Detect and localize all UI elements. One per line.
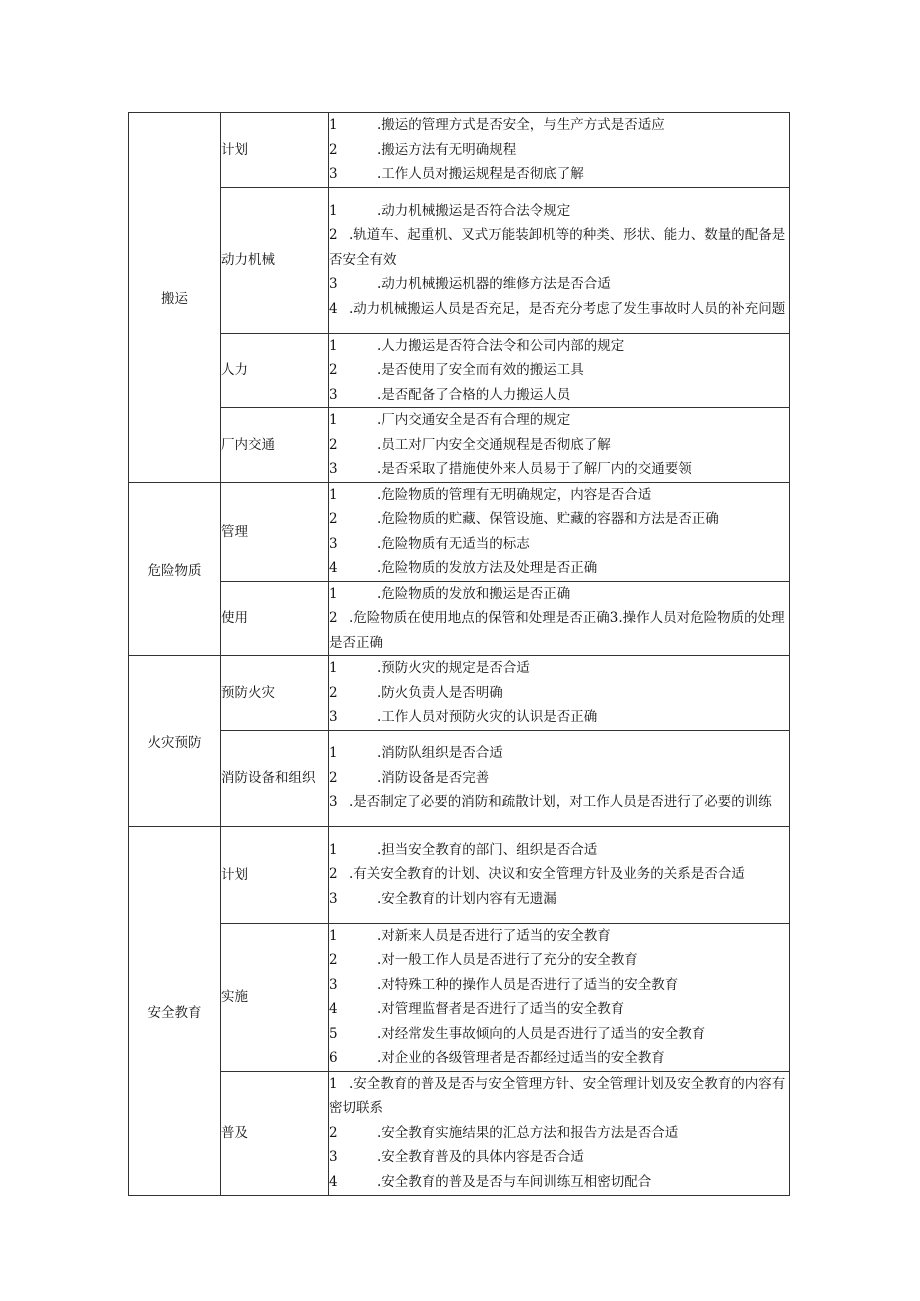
item-number: 3 [329,794,338,811]
checklist-row [129,408,790,483]
item-number: 2 [329,866,338,883]
check-item [329,924,789,949]
item-number: 4 [329,1001,338,1017]
checklist-row [129,581,790,656]
subcategory-cell: 普及 [221,1071,329,1195]
check-item [329,138,789,163]
check-item [329,199,789,224]
check-item [329,887,789,912]
item-number: 1 [329,745,338,762]
item-number: 3 [329,276,338,293]
item-number: 2 [329,141,338,158]
category-cell: 安全教育 [129,826,221,1195]
checklist-row [129,482,790,581]
item-text: .危险物质在使用地点的保管和处理是否正确3.操作人员对危险物质的处理是否正确 [329,610,785,651]
item-text: .动力机械搬运是否符合法令规定 [377,202,571,219]
check-item [329,532,789,557]
check-item [329,223,789,272]
item-text: .危险物质的贮藏、保管设施、贮藏的容器和方法是否正确 [377,511,719,527]
item-number: 1 [329,202,338,219]
item-text: .动力机械搬运机器的维修方法是否合适 [377,276,611,293]
check-item [329,297,789,322]
check-item [329,334,789,359]
check-items-cell [329,826,790,923]
check-items-cell [329,113,790,188]
check-items-cell [329,482,790,581]
checklist-row [129,923,790,1071]
item-text: .安全教育实施结果的汇总方法和报告方法是否合适 [377,1124,679,1141]
check-items-cell [329,581,790,656]
item-number: 1 [329,337,338,354]
item-text: .预防火灾的规定是否合适 [377,660,530,676]
item-number: 2 [329,511,338,527]
checklist-row [129,730,790,826]
check-item [329,1145,789,1170]
item-number: 2 [329,952,338,968]
check-item [329,766,789,791]
check-item [329,997,789,1022]
item-text: .厂内交通安全是否有合理的规定 [377,412,571,428]
item-number: 3 [329,166,338,182]
subcategory-cell: 厂内交通 [221,408,329,483]
category-cell: 火灾预防 [129,656,221,827]
item-number: 3 [329,1149,338,1166]
item-number: 1 [329,660,338,676]
item-text: .是否制定了必要的消防和疏散计划，对工作人员是否进行了必要的训练 [349,794,772,811]
check-item [329,1121,789,1146]
item-number: 1 [329,927,338,944]
check-item [329,272,789,297]
check-item [329,457,789,482]
item-text: .是否配备了合格的人力搬运人员 [377,386,571,403]
item-number: 1 [329,585,338,602]
subcategory-cell: 预防火灾 [221,656,329,731]
item-text: .有关安全教育的计划、决议和安全管理方针及业务的关系是否合适 [349,866,745,883]
item-number: 3 [329,386,338,403]
item-number: 3 [329,890,338,907]
checklist-row [129,1071,790,1195]
item-text: .消防设备是否完善 [377,769,490,786]
item-number: 2 [329,362,338,378]
item-number: 2 [329,436,338,453]
item-number: 3 [329,976,338,993]
item-number: 4 [329,560,338,576]
check-items-cell [329,187,790,333]
subcategory-cell: 实施 [221,923,329,1071]
check-item [329,948,789,973]
item-text: .搬运的管理方式是否安全，与生产方式是否适应 [377,117,665,133]
subcategory-cell: 消防设备和组织 [221,730,329,826]
check-item [329,358,789,383]
item-number: 2 [329,1124,338,1141]
item-number: 1 [329,486,338,503]
item-text: .危险物质的发放方法及处理是否正确 [377,560,598,576]
item-number: 4 [329,300,338,317]
item-text: .安全教育的计划内容有无遗漏 [377,890,557,907]
item-text: .危险物质有无适当的标志 [377,535,530,552]
check-item [329,507,789,532]
check-item [329,162,789,187]
subcategory-cell: 动力机械 [221,187,329,333]
item-text: .搬运方法有无明确规程 [377,141,517,158]
check-item [329,705,789,730]
check-item [329,1170,789,1195]
check-item [329,483,789,508]
item-text: .是否采取了措施使外来人员易于了解厂内的交通要领 [377,461,692,477]
item-text: .轨道车、起重机、叉式万能装卸机等的种类、形状、能力、数量的配备是否安全有效 [329,227,786,268]
check-item [329,656,789,681]
item-text: .安全教育的普及是否与车间训练互相密切配合 [377,1173,652,1190]
item-number: 2 [329,610,338,626]
check-item [329,606,789,655]
item-text: .对新来人员是否进行了适当的安全教育 [377,927,611,944]
item-number: 1 [329,841,338,858]
item-text: .对经常发生事故倾向的人员是否进行了适当的安全教育 [377,1025,706,1042]
check-items-cell [329,923,790,1071]
check-item [329,838,789,863]
check-item [329,113,789,138]
item-text: .是否使用了安全而有效的搬运工具 [377,362,584,378]
item-number: 2 [329,227,338,244]
check-item [329,1046,789,1071]
item-number: 4 [329,1173,338,1190]
item-text: .危险物质的发放和搬运是否正确 [377,585,571,602]
subcategory-cell: 人力 [221,333,329,408]
checklist-row [129,333,790,408]
item-number: 1 [329,117,338,133]
item-text: .对企业的各级管理者是否都经过适当的安全教育 [377,1050,665,1066]
check-items-cell [329,730,790,826]
check-item [329,433,789,458]
category-cell: 危险物质 [129,482,221,656]
checklist-row [129,187,790,333]
item-text: .对特殊工种的操作人员是否进行了适当的安全教育 [377,976,679,993]
item-text: .对一般工作人员是否进行了充分的安全教育 [377,952,638,968]
check-item [329,790,789,815]
item-number: 1 [329,1075,338,1092]
subcategory-cell: 计划 [221,113,329,188]
item-text: .工作人员对预防火灾的认识是否正确 [377,709,598,725]
subcategory-cell: 使用 [221,581,329,656]
item-text: .防火负责人是否明确 [377,684,503,701]
check-items-cell [329,333,790,408]
check-item [329,681,789,706]
check-item [329,408,789,433]
item-number: 3 [329,461,338,477]
checklist-row [129,826,790,923]
check-item [329,556,789,581]
checklist-row [129,656,790,731]
item-text: .危险物质的管理有无明确规定，内容是否合适 [377,486,652,503]
item-number: 3 [329,535,338,552]
category-cell: 搬运 [129,113,221,483]
check-items-cell [329,408,790,483]
item-text: .安全教育的普及是否与安全管理方针、安全管理计划及安全教育的内容有密切联系 [329,1075,786,1117]
check-item [329,383,789,408]
checklist-row [129,113,790,188]
item-number: 2 [329,769,338,786]
item-text: .对管理监督者是否进行了适当的安全教育 [377,1001,625,1017]
subcategory-cell: 管理 [221,482,329,581]
item-text: .动力机械搬运人员是否充足，是否充分考虑了发生事故时人员的补充问题 [349,300,786,317]
subcategory-cell: 计划 [221,826,329,923]
item-number: 3 [329,709,338,725]
check-item [329,862,789,887]
check-item [329,741,789,766]
safety-checklist-table [128,112,790,1196]
item-number: 2 [329,684,338,701]
item-text: .工作人员对搬运规程是否彻底了解 [377,166,584,182]
check-items-cell [329,1071,790,1195]
item-number: 1 [329,412,338,428]
item-text: .员工对厂内安全交通规程是否彻底了解 [377,436,611,453]
item-text: .安全教育普及的具体内容是否合适 [377,1149,584,1166]
check-item [329,1072,789,1121]
check-item [329,582,789,607]
check-item [329,973,789,998]
item-text: .担当安全教育的部门、组织是否合适 [377,841,598,858]
item-text: .消防队组织是否合适 [377,745,503,762]
check-items-cell [329,656,790,731]
item-number: 6 [329,1050,338,1066]
check-item [329,1022,789,1047]
item-text: .人力搬运是否符合法令和公司内部的规定 [377,337,625,354]
item-number: 5 [329,1025,338,1042]
